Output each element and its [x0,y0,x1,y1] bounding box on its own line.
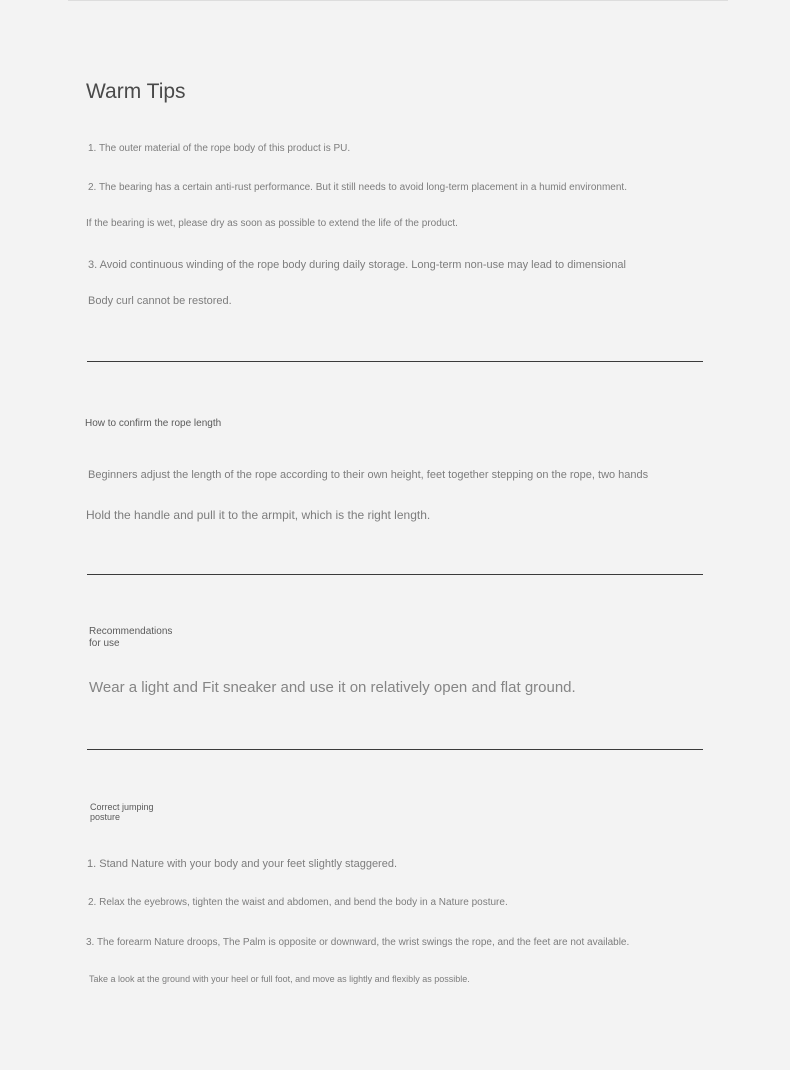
tip-3-line-2: Body curl cannot be restored. [88,295,232,307]
tip-1: 1. The outer material of the rope body of this product is PU. [88,143,351,154]
tip-2-line-2: If the bearing is wet, please dry as soon as possible to extend the life of the product. [86,218,458,229]
posture-heading-line-1: Correct jumping [90,802,154,812]
posture-item-1: 1. Stand Nature with your body and your feet slightly staggered. [87,858,398,870]
rope-length-heading: How to confirm the rope length [85,418,222,429]
section-divider-3 [87,749,703,750]
section-divider-1 [87,361,703,362]
recommendations-heading [89,626,172,650]
posture-heading [90,802,154,822]
posture-item-4: Take a look at the ground with your heel or full foot, and move as lightly and flexibly as possible. [89,974,470,984]
tip-3-line-1: 3. Avoid continuous winding of the rope body during daily storage. Long-term non-use may lead to dimensional [88,259,626,271]
recommendations-heading-line-1: Recommendations [89,626,173,637]
rope-length-line-1: Beginners adjust the length of the rope according to their own height, feet together stepping on the rope, two hands [88,469,649,481]
rope-length-line-2: Hold the handle and pull it to the armpit, which is the right length. [86,508,431,522]
posture-item-2: 2. Relax the eyebrows, tighten the waist and abdomen, and bend the body in a Nature posture. [88,897,508,908]
tip-2-line-1: 2. The bearing has a certain anti-rust performance. But it still needs to avoid long-term placement in a humid environment. [88,182,627,193]
recommendations-heading-line-2: for use [89,638,120,649]
warm-tips-title: Warm Tips [86,80,186,103]
top-divider [68,0,728,1]
recommendations-text: Wear a light and Fit sneaker and use it on relatively open and flat ground. [89,679,576,696]
posture-heading-line-2: posture [90,812,121,822]
posture-item-3: 3. The forearm Nature droops, The Palm is opposite or downward, the wrist swings the rope, and the feet are not available. [86,937,630,948]
section-divider-2 [87,574,703,575]
